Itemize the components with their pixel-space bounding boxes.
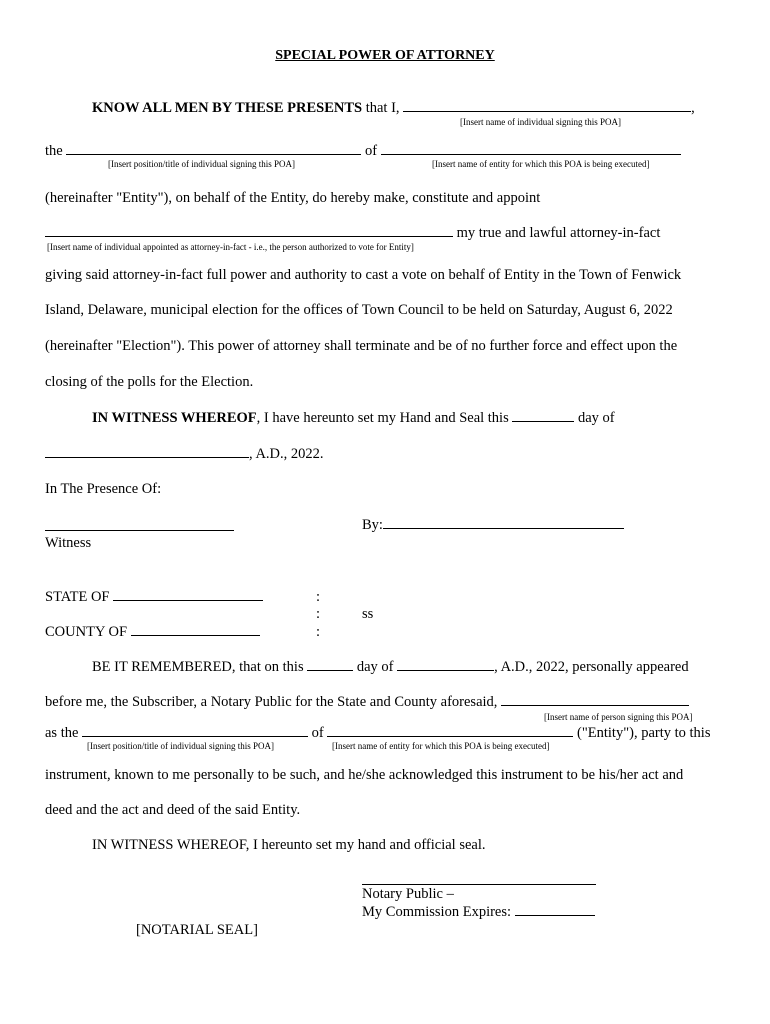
notary-label: Notary Public – [362, 886, 454, 902]
attorney-name-blank[interactable] [45, 235, 453, 237]
giving-line: giving said attorney-in-fact full power and authority to cast a vote on behalf of Entity in the Town of Fenwick [45, 267, 682, 283]
presence-label: In The Presence Of: [45, 481, 162, 497]
state-line [45, 589, 263, 606]
witness-signature-line[interactable] [45, 530, 234, 531]
witness-line [92, 410, 615, 427]
hint-position: [Insert position/title of individual signing this POA] [108, 159, 295, 169]
remembered-month-blank[interactable] [397, 669, 494, 671]
witness-label: Witness [45, 535, 92, 551]
entity-party-text: ("Entity"), party to this [573, 725, 711, 741]
island-line: Island, Delaware, municipal election for the offices of Town Council to be held on Saturday, August 6, 2022 [45, 302, 673, 318]
intro-line [92, 100, 695, 117]
instrument-line: instrument, known to me personally to be such, and he/she acknowledged this instrument to be his/her act and [45, 767, 684, 783]
position-line [45, 143, 681, 160]
by-line [362, 517, 624, 534]
position-blank[interactable] [66, 153, 361, 155]
colon-1: : [316, 589, 321, 605]
state-label: STATE OF [45, 589, 114, 605]
colon-3: : [316, 624, 321, 640]
commission-line [362, 904, 595, 921]
deed-line: deed and the act and deed of the said Entity. [45, 802, 301, 818]
hereinafter-line: (hereinafter "Entity"), on behalf of the Entity, do hereby make, constitute and appoint [45, 190, 541, 206]
person-name-blank[interactable] [501, 704, 689, 706]
hint-attorney: [Insert name of individual appointed as attorney-in-fact - i.e., the person authorized to vote for Entity] [47, 242, 414, 252]
as-the-line [45, 725, 710, 742]
attorney-line [45, 225, 660, 242]
county-blank[interactable] [131, 634, 260, 636]
remembered-day-blank[interactable] [307, 669, 353, 671]
attorney-text: my true and lawful attorney-in-fact [453, 225, 661, 241]
of-label-2: of [308, 725, 328, 741]
month-blank[interactable] [45, 456, 249, 458]
by-label: By: [362, 517, 383, 533]
hint-entity: [Insert name of entity for which this POA is being executed] [432, 159, 650, 169]
witness-bold: IN WITNESS WHEREOF [92, 410, 257, 426]
hint-entity-2: [Insert name of entity for which this POA is being executed] [332, 741, 550, 751]
notarial-seal-label: [NOTARIAL SEAL] [136, 922, 258, 938]
colon-2: : [316, 606, 321, 622]
commission-blank[interactable] [515, 914, 595, 916]
of-label: of [361, 143, 381, 159]
document-title: SPECIAL POWER OF ATTORNEY [275, 48, 495, 63]
hint-person: [Insert name of person signing this POA] [544, 712, 693, 722]
intro-comma: , [691, 100, 695, 116]
intro-text: that I, [362, 100, 404, 116]
remembered-a: BE IT REMEMBERED, that on this [92, 659, 308, 675]
witness-text: , I have hereunto set my Hand and Seal this [256, 410, 513, 426]
commission-label: My Commission Expires: [362, 904, 515, 920]
day-blank[interactable] [512, 420, 574, 422]
election-line: (hereinafter "Election"). This power of attorney shall terminate and be of no further force and effect upon the [45, 338, 678, 354]
remembered-line [92, 659, 689, 676]
hint-position-2: [Insert position/title of individual signing this POA] [87, 741, 274, 751]
witness-day: day of [574, 410, 615, 426]
by-signature-blank[interactable] [383, 527, 624, 529]
intro-bold: KNOW ALL MEN BY THESE PRESENTS [92, 100, 363, 116]
notary-entity-blank[interactable] [327, 735, 573, 737]
before-line [45, 694, 689, 711]
notary-position-blank[interactable] [82, 735, 308, 737]
before-text: before me, the Subscriber, a Notary Public for the State and County aforesaid, [45, 694, 502, 710]
individual-name-blank[interactable] [403, 110, 691, 112]
ss-label: ss [362, 606, 374, 622]
month-line [45, 446, 324, 463]
notary-signature-line[interactable] [362, 884, 596, 885]
as-the-label: as the [45, 725, 83, 741]
ad-text: , A.D., 2022. [249, 446, 324, 462]
entity-blank[interactable] [381, 153, 681, 155]
closing-line: closing of the polls for the Election. [45, 374, 254, 390]
witness-seal-line: IN WITNESS WHEREOF, I hereunto set my hand and official seal. [92, 837, 486, 853]
hint-individual: [Insert name of individual signing this POA] [460, 117, 621, 127]
the-label: the [45, 143, 67, 159]
remembered-b: day of [353, 659, 398, 675]
remembered-c: , A.D., 2022, personally appeared [494, 659, 689, 675]
state-blank[interactable] [113, 599, 263, 601]
county-line [45, 624, 260, 641]
county-label: COUNTY OF [45, 624, 131, 640]
